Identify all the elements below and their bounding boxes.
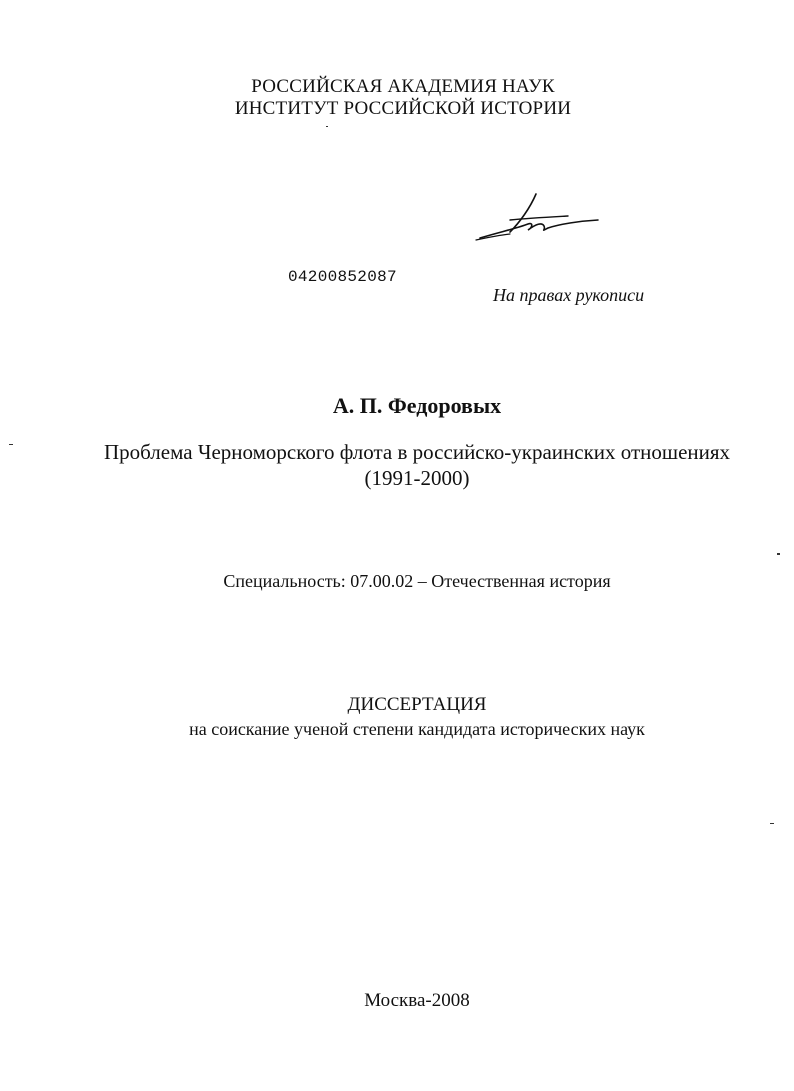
degree-line: на соискание ученой степени кандидата исторических наук (189, 719, 645, 739)
handwritten-signature (470, 188, 605, 248)
document-type: ДИССЕРТАЦИЯ (347, 694, 487, 715)
dissertation-title-line2: (1991-2000) (364, 466, 470, 490)
organization-name: РОССИЙСКАЯ АКАДЕМИЯ НАУК (251, 76, 555, 97)
institute-name: ИНСТИТУТ РОССИЙСКОЙ ИСТОРИИ (234, 98, 572, 119)
scan-speck (9, 444, 13, 445)
specialty-line: Специальность: 07.00.02 – Отечественная история (223, 571, 611, 591)
catalog-code: 04200852087 (288, 268, 397, 286)
place-and-year: Москва-2008 (364, 990, 470, 1011)
scan-speck (770, 823, 774, 824)
scan-speck (326, 126, 328, 127)
scan-speck (777, 553, 780, 555)
dissertation-title-line1: Проблема Черноморского флота в российско-украинских отношениях (103, 440, 731, 464)
author-name: А. П. Федоровых (332, 393, 502, 418)
manuscript-rights-note: На правах рукописи (493, 285, 645, 305)
